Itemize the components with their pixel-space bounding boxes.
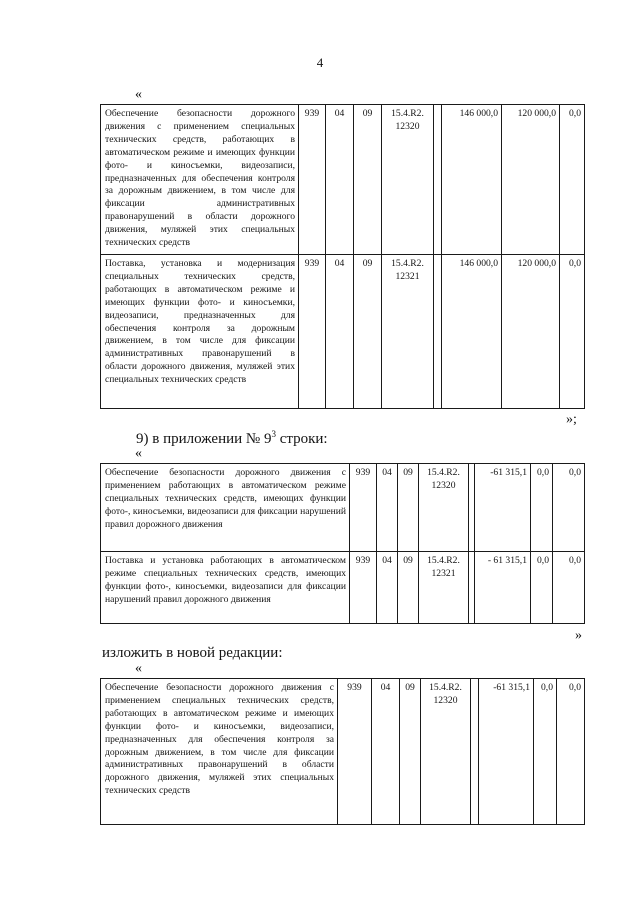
- cell-expense-type: [471, 679, 479, 825]
- row-description: Обеспечение безопасности дорожного движения с применением специальных технических средств, работающих в автоматическом режиме и имеющих функции фото- и киносъемки, видеозаписи, предназначенных для обеспечения контроля за дорожным движением, в том числе для фиксации административных правонарушений в области дорожного движения, муляжей этих специальных технических средств: [101, 105, 299, 255]
- cell-subsection: 09: [398, 464, 419, 552]
- cell-amount-1: -61 315,1: [475, 464, 531, 552]
- heading-appendix-9: [136, 429, 328, 448]
- heading-superscript: 3: [271, 429, 276, 439]
- cell-amount-2: 120 000,0: [502, 105, 560, 255]
- cell-code: 939: [338, 679, 372, 825]
- heading-prefix: 9) в приложении № 9: [136, 431, 272, 447]
- cell-amount-1: - 61 315,1: [475, 552, 531, 624]
- table-row: [101, 105, 585, 255]
- budget-table-1: [100, 104, 585, 409]
- row-description: Поставка, установка и модернизация специальных технических средств, работающих в автоматическом режиме и имеющих функции фото- и киносъемки, видеозаписи, предназначенных для обеспечения контроля за дорожным движением, в том числе для фиксации административных правонарушений в области дорожного движения, муляжей этих специальных технических средств: [101, 255, 299, 409]
- cell-code: 939: [299, 105, 326, 255]
- cell-subsection: 09: [400, 679, 421, 825]
- cell-amount-3: 0,0: [553, 552, 585, 624]
- close-quote: »: [575, 628, 582, 643]
- cell-subsection: 09: [354, 255, 382, 409]
- budget-table-3: [100, 678, 585, 825]
- row-description: Обеспечение безопасности дорожного движения с применением специальных технических средств, работающих в автоматическом режиме и имеющих функции фото- и киносъемки, видеозаписи, предназначенных для обеспечения контроля за дорожным движением, в том числе для фиксации административных правонарушений в области дорожного движения, муляжей этих специальных технических средств: [101, 679, 338, 825]
- cell-amount-2: 0,0: [534, 679, 557, 825]
- cell-section: 04: [372, 679, 400, 825]
- cell-code: 939: [299, 255, 326, 409]
- table-row: [101, 464, 585, 552]
- cell-amount-1: 146 000,0: [442, 105, 502, 255]
- cell-amount-2: 120 000,0: [502, 255, 560, 409]
- row-description: Обеспечение безопасности дорожного движения с применением работающих в автоматическом режиме специальных технических средств, имеющих функции фото-, киносъемки, видеозаписи для фиксации нарушений правил дорожного движения: [101, 464, 350, 552]
- table-row: [101, 679, 585, 825]
- heading-suffix: строки:: [275, 431, 328, 447]
- heading-new-edition: изложить в новой редакции:: [102, 645, 283, 661]
- cell-target-article: 15.4.R2. 12320: [382, 105, 434, 255]
- cell-target-article: 15.4.R2. 12320: [419, 464, 469, 552]
- cell-expense-type: [434, 105, 442, 255]
- cell-subsection: 09: [398, 552, 419, 624]
- cell-target-article: 15.4.R2. 12321: [382, 255, 434, 409]
- cell-section: 04: [377, 552, 398, 624]
- cell-amount-2: 0,0: [531, 552, 553, 624]
- cell-code: 939: [350, 552, 377, 624]
- table-row: [101, 255, 585, 409]
- cell-amount-2: 0,0: [531, 464, 553, 552]
- cell-target-article: 15.4.R2. 12321: [419, 552, 469, 624]
- open-quote: «: [135, 661, 142, 676]
- open-quote: «: [135, 87, 142, 102]
- close-quote-semicolon: »;: [566, 412, 577, 427]
- cell-section: 04: [377, 464, 398, 552]
- cell-section: 04: [326, 255, 354, 409]
- cell-amount-3: 0,0: [557, 679, 585, 825]
- table-row: [101, 552, 585, 624]
- cell-amount-1: -61 315,1: [479, 679, 534, 825]
- cell-section: 04: [326, 105, 354, 255]
- cell-amount-3: 0,0: [560, 105, 585, 255]
- cell-target-article: 15.4.R2. 12320: [421, 679, 471, 825]
- cell-expense-type: [434, 255, 442, 409]
- budget-table-2: [100, 463, 585, 624]
- cell-code: 939: [350, 464, 377, 552]
- cell-amount-3: 0,0: [553, 464, 585, 552]
- row-description: Поставка и установка работающих в автоматическом режиме специальных технических средств, имеющих функции фото-, киносъемки, видеозаписи для фиксации нарушений правил дорожного движения: [101, 552, 350, 624]
- cell-amount-3: 0,0: [560, 255, 585, 409]
- cell-amount-1: 146 000,0: [442, 255, 502, 409]
- open-quote: «: [135, 446, 142, 461]
- cell-subsection: 09: [354, 105, 382, 255]
- page-number: 4: [316, 55, 324, 70]
